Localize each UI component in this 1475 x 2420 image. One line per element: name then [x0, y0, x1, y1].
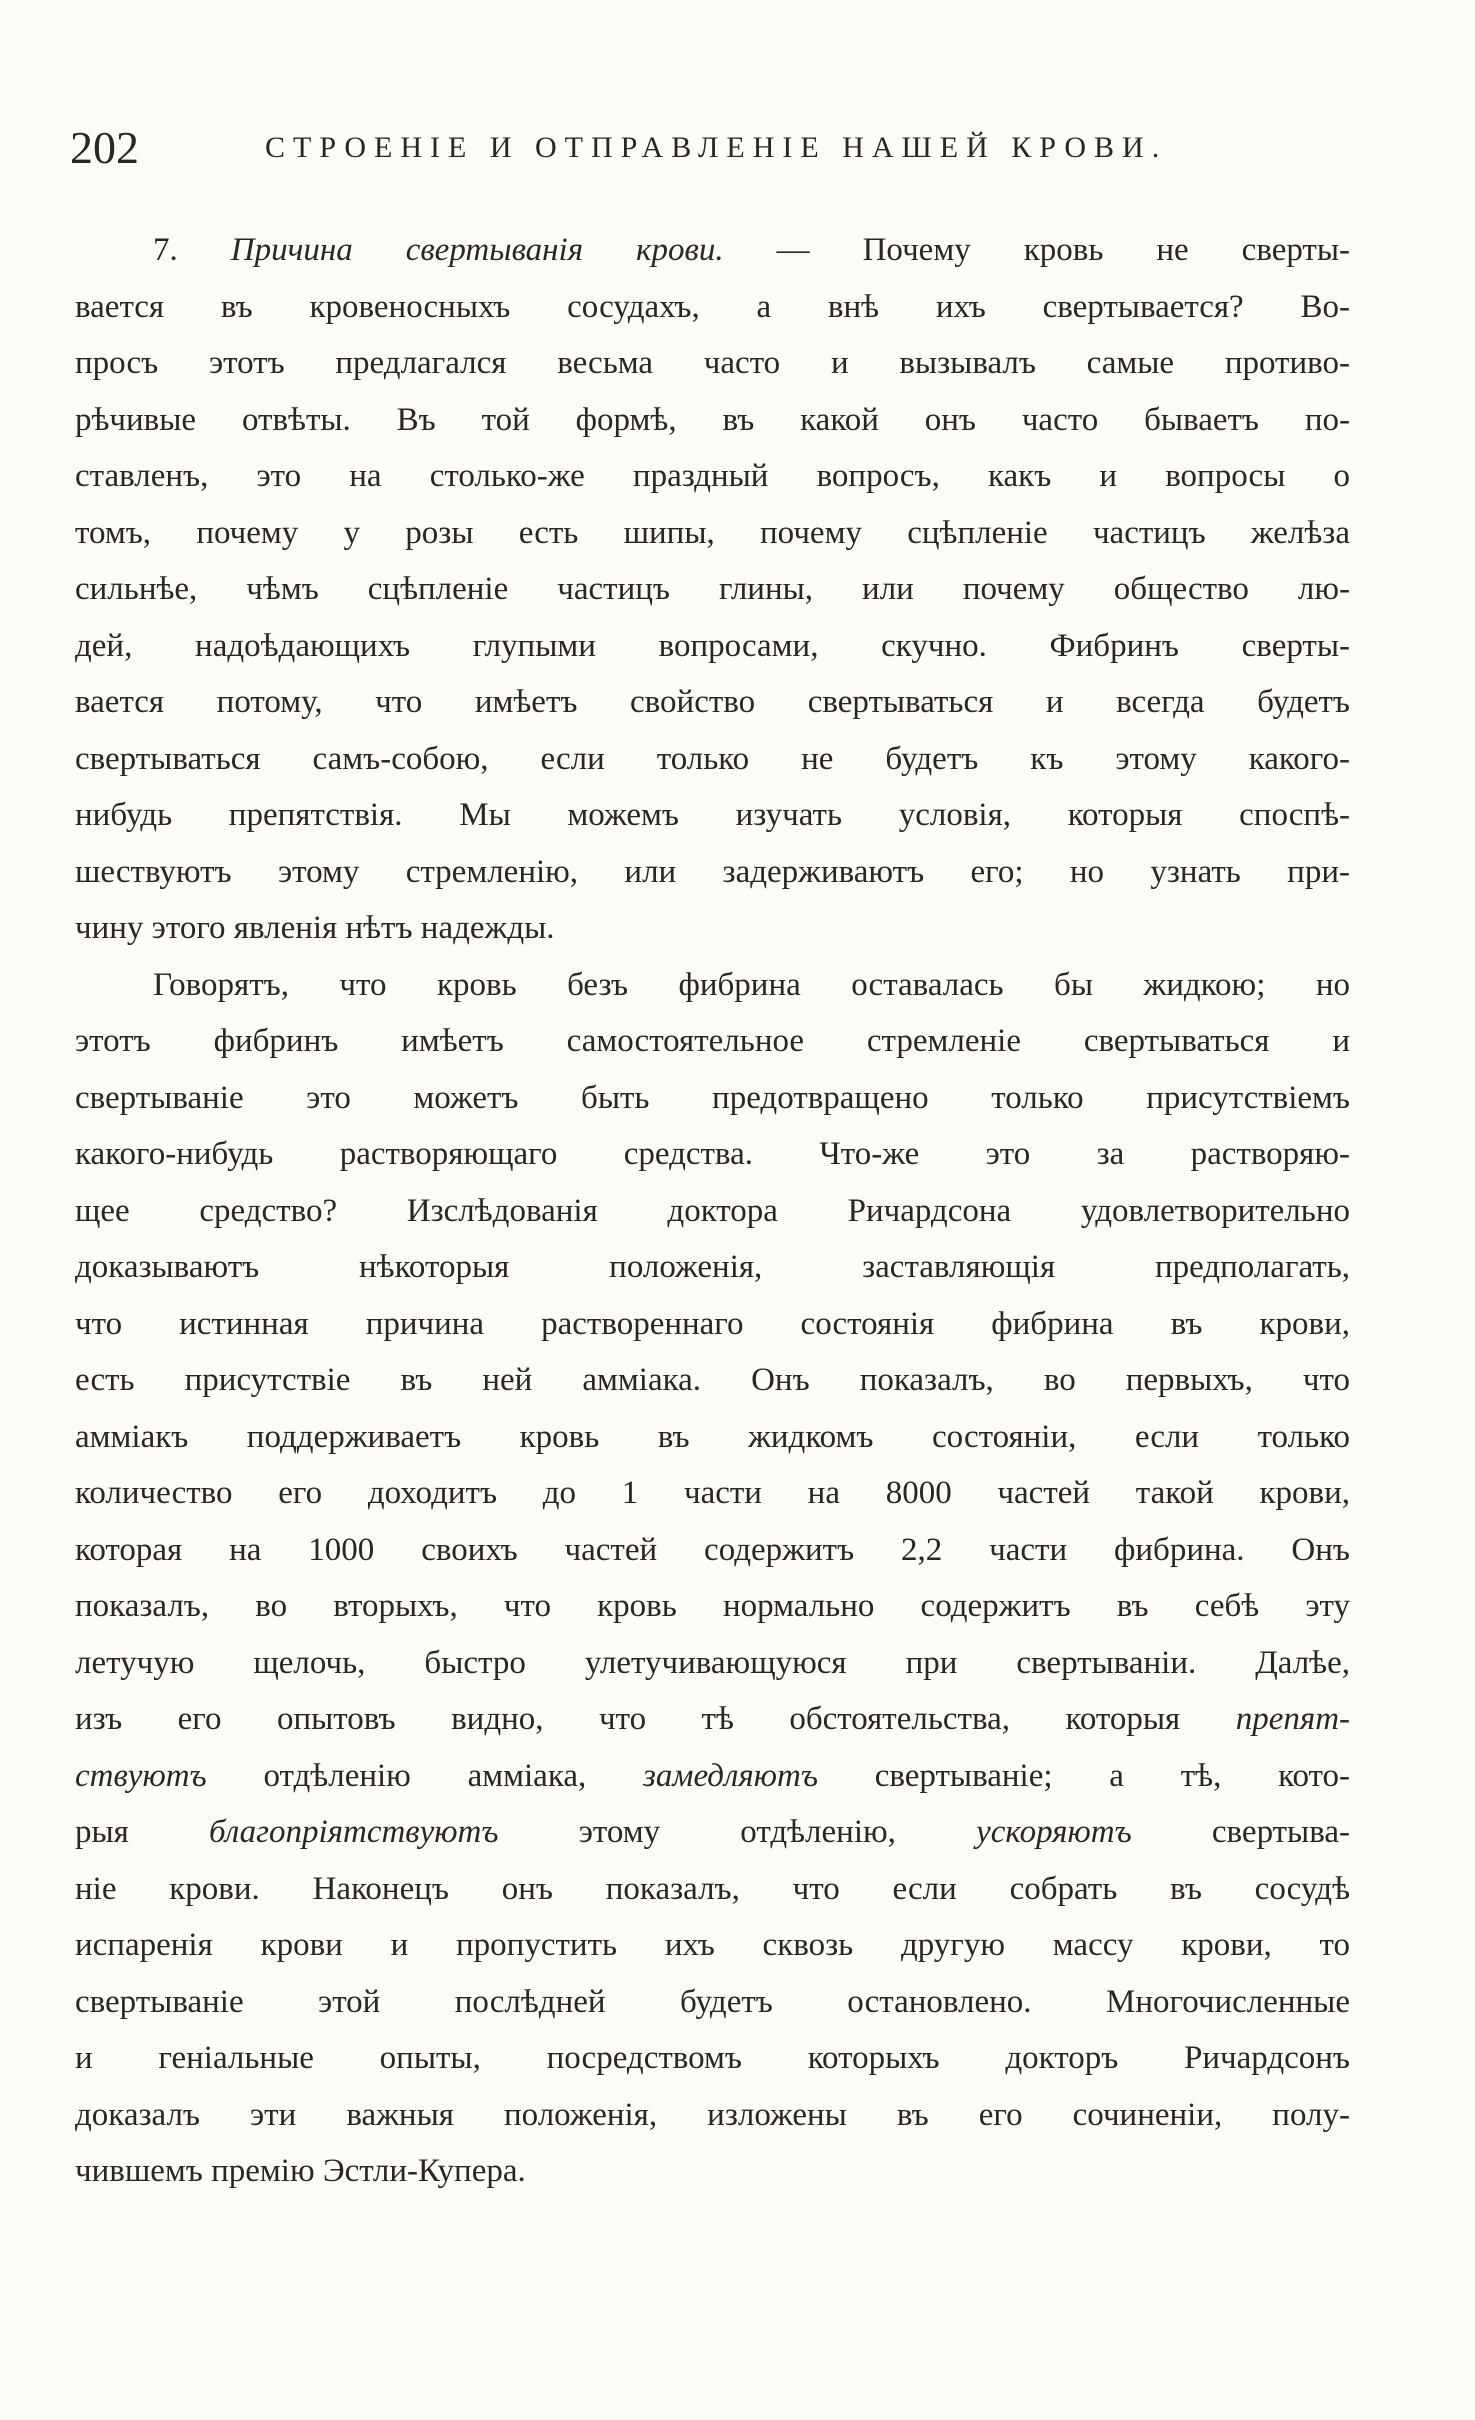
text-segment: свертываніе; а тѣ, кото-	[874, 1757, 1350, 1794]
text-line: чившемъ премію Эстли-Купера.	[75, 2153, 526, 2189]
emphasis-text: ствуютъ	[75, 1757, 207, 1794]
text-segment: рыя	[75, 1814, 129, 1850]
text-line: что истинная причина раствореннаго состоянія фибрина въ крови,	[75, 1305, 1350, 1342]
text-line: амміакъ поддерживаетъ кровь въ жидкомъ состояніи, если только	[75, 1418, 1350, 1455]
text-segment: этому отдѣленію,	[578, 1814, 896, 1850]
text-line: свертываніе это можетъ быть предотвращено только присутствіемъ	[75, 1079, 1350, 1116]
text-line: которая на 1000 своихъ частей содержитъ 2,2 части фибрина. Онъ	[75, 1531, 1350, 1568]
text-line: доказалъ эти важныя положенія, изложены въ его сочиненіи, полу-	[75, 2096, 1350, 2133]
text-segment: изъ его опытовъ видно, что тѣ обстоятельства, которыя	[75, 1701, 1181, 1737]
emphasis-text: замедляютъ	[643, 1757, 818, 1794]
text-line: ніе крови. Наконецъ онъ показалъ, что если собрать въ сосудѣ	[75, 1870, 1350, 1907]
text-line: показалъ, во вторыхъ, что кровь нормально содержитъ въ себѣ эту	[75, 1588, 1350, 1624]
text-line: вается въ кровеносныхъ сосудахъ, а внѣ ихъ свертывается? Во-	[75, 288, 1350, 325]
section-title: Причина свертыванія крови.	[230, 232, 724, 268]
paragraph-1-line-1	[75, 222, 1350, 279]
text-line: свертываніе этой послѣдней будетъ остановлено. Многочисленные	[75, 1983, 1350, 2020]
text-line: дей, надоѣдающихъ глупыми вопросами, скучно. Фибринъ сверты-	[75, 627, 1350, 664]
text-line: свертываться самъ-собою, если только не будетъ къ этому какого-	[75, 740, 1350, 777]
text-line: испаренія крови и пропустить ихъ сквозь другую массу крови, то	[75, 1927, 1350, 1963]
text-line: — Почему кровь не сверты-	[776, 232, 1351, 268]
text-line: рѣчивые отвѣты. Въ той формѣ, въ какой онъ часто бываетъ по-	[75, 401, 1350, 438]
section-number: 7.	[153, 232, 178, 268]
text-line: этотъ фибринъ имѣетъ самостоятельное стремленіе свертываться и	[75, 1023, 1350, 1059]
text-line: и геніальные опыты, посредствомъ которыхъ докторъ Ричардсонъ	[75, 2040, 1350, 2076]
text-line-with-emphasis	[75, 1748, 1350, 1805]
text-segment: отдѣленію амміака,	[263, 1757, 587, 1794]
text-line: есть присутствіе въ ней амміака. Онъ показалъ, во первыхъ, что	[75, 1362, 1350, 1398]
text-line: какого-нибудь растворяющаго средства. Что-же это за растворяю-	[75, 1136, 1350, 1172]
text-line: шествуютъ этому стремленію, или задерживаютъ его; но узнать при-	[75, 853, 1350, 890]
text-line-with-emphasis	[75, 1691, 1350, 1748]
text-line: ставленъ, это на столько-же праздный вопросъ, какъ и вопросы о	[75, 458, 1350, 494]
text-line: доказываютъ нѣкоторыя положенія, заставляющія предполагать,	[75, 1249, 1350, 1285]
emphasis-text: благопріятствуютъ	[209, 1814, 499, 1850]
text-line: сильнѣе, чѣмъ сцѣпленіе частицъ глины, или почему общество лю-	[75, 571, 1350, 607]
text-line: вается потому, что имѣетъ свойство свертываться и всегда будетъ	[75, 684, 1350, 720]
text-line: просъ этотъ предлагался весьма часто и вызывалъ самые противо-	[75, 345, 1350, 381]
running-title: СТРОЕНІЕ И ОТПРАВЛЕНІЕ НАШЕЙ КРОВИ.	[265, 131, 1168, 164]
text-line: щее средство? Изслѣдованія доктора Ричардсона удовлетворительно	[75, 1192, 1350, 1229]
text-line: томъ, почему у розы есть шипы, почему сцѣпленіе частицъ желѣза	[75, 514, 1350, 551]
running-head	[70, 118, 1350, 178]
text-line: летучую щелочь, быстро улетучивающуюся при свертываніи. Далѣе,	[75, 1644, 1350, 1681]
text-line: количество его доходитъ до 1 части на 8000 частей такой крови,	[75, 1475, 1350, 1511]
text-line: чину этого явленія нѣтъ надежды.	[75, 910, 555, 946]
emphasis-text: ускоряютъ	[976, 1814, 1132, 1850]
emphasis-text: препят-	[1235, 1701, 1351, 1737]
paragraph-2-line-1: Говорятъ, что кровь безъ фибрина оставалась бы жидкою; но	[153, 966, 1350, 1003]
page-number: 202	[70, 122, 139, 173]
body-text	[75, 222, 1350, 2200]
text-line-with-emphasis	[75, 1804, 1350, 1861]
text-segment: свертыва-	[1211, 1814, 1351, 1850]
text-line: нибудь препятствія. Мы можемъ изучать условія, которыя споспѣ-	[75, 797, 1350, 833]
